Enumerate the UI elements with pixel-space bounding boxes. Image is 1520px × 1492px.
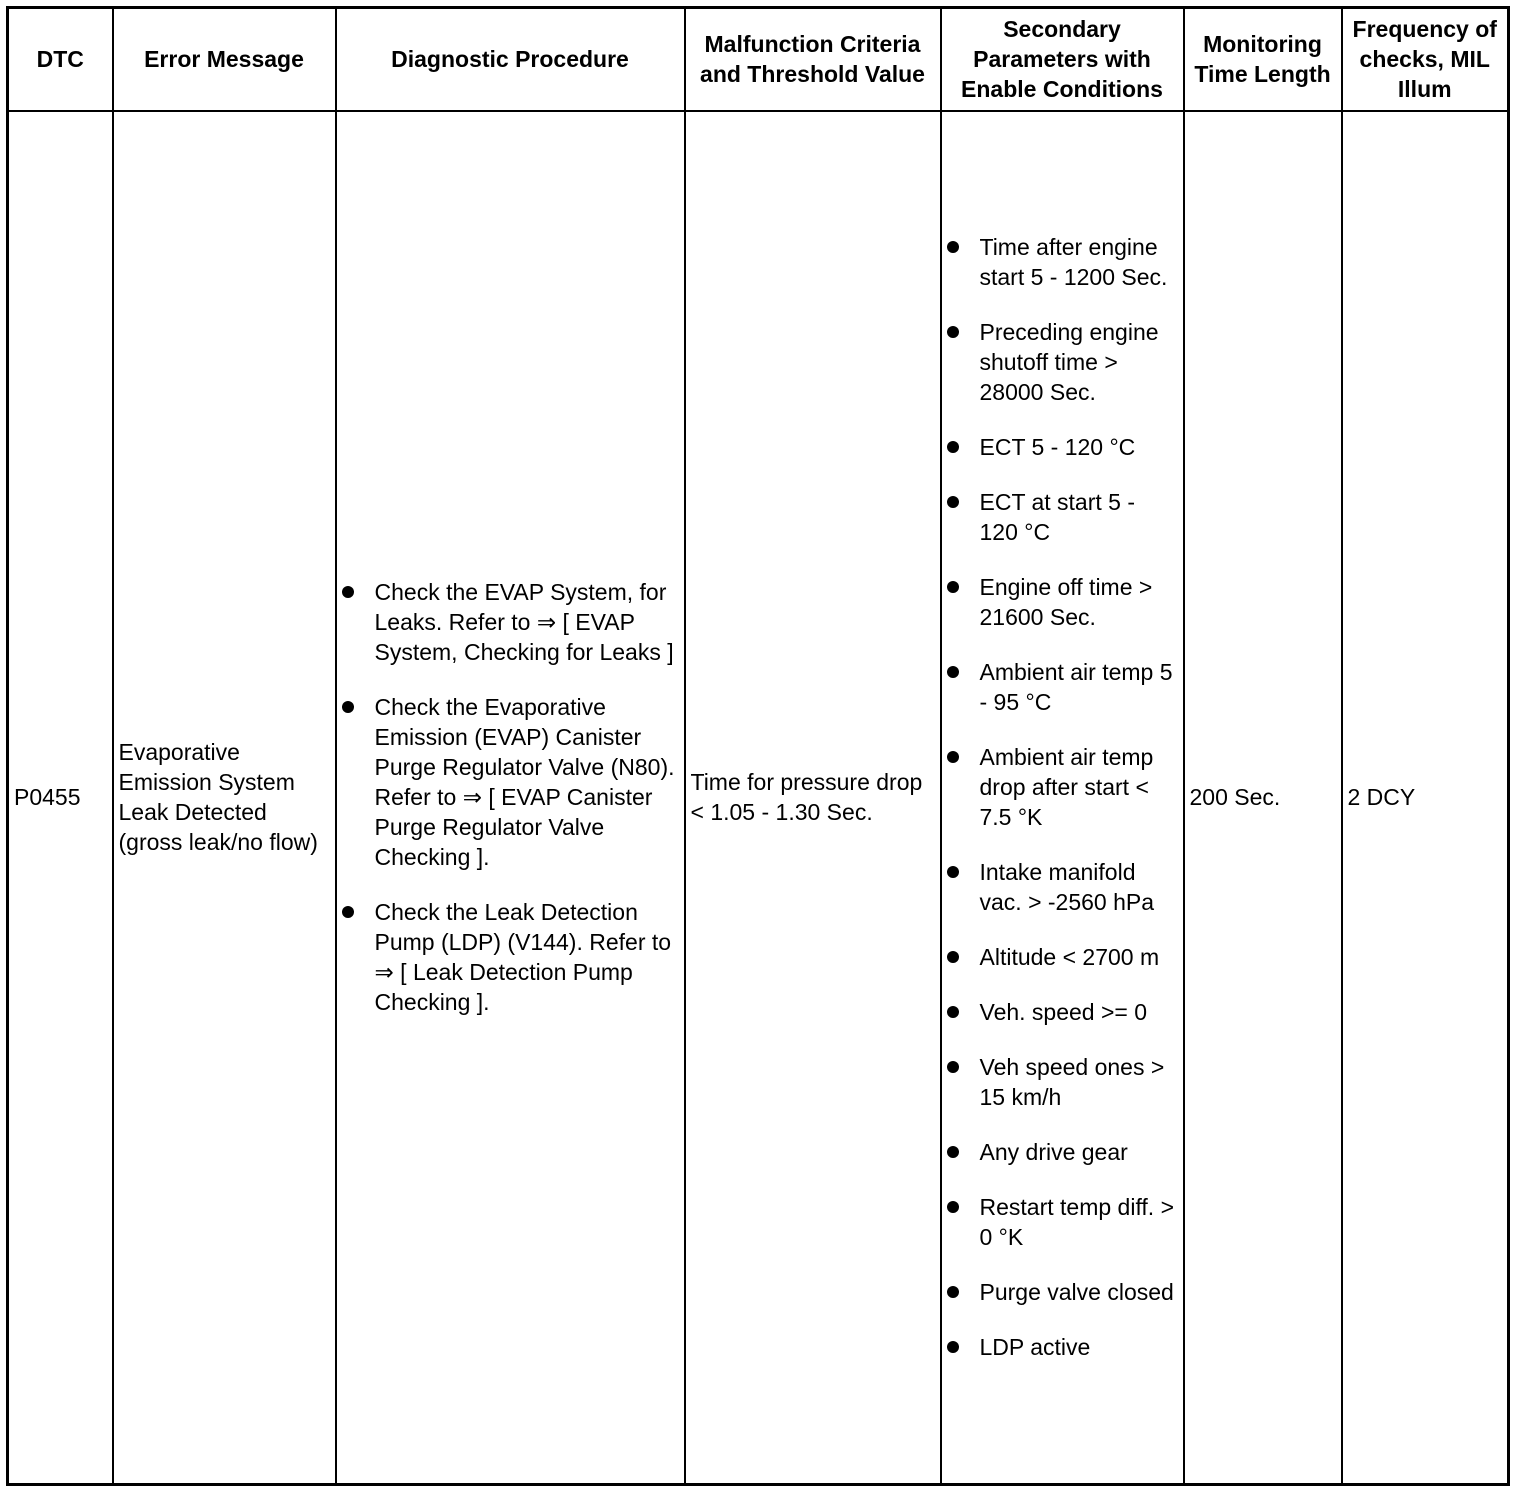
- parameter-item: Any drive gear: [947, 1137, 1178, 1167]
- parameter-item: Veh. speed >= 0: [947, 997, 1178, 1027]
- cell-dtc-code: P0455: [8, 111, 113, 1485]
- parameter-item: LDP active: [947, 1332, 1178, 1362]
- cell-frequency: 2 DCY: [1342, 111, 1509, 1485]
- parameter-item: Intake manifold vac. > -2560 hPa: [947, 857, 1178, 917]
- procedure-item: Check the EVAP System, for Leaks. Refer to ⇒ [ EVAP System, Checking for Leaks ]: [342, 577, 679, 667]
- procedure-list: [342, 577, 679, 1017]
- table-row: [8, 111, 1509, 1485]
- header-malfunction-criteria: Malfunction Criteria and Threshold Value: [685, 8, 941, 111]
- header-error-message: Error Message: [113, 8, 336, 111]
- parameter-item: Purge valve closed: [947, 1277, 1178, 1307]
- parameter-item: Ambient air temp drop after start < 7.5 °K: [947, 742, 1178, 832]
- header-monitoring-time: Monitoring Time Length: [1184, 8, 1342, 111]
- parameter-item: ECT at start 5 - 120 °C: [947, 487, 1178, 547]
- parameter-item: Time after engine start 5 - 1200 Sec.: [947, 232, 1178, 292]
- procedure-item: Check the Evaporative Emission (EVAP) Canister Purge Regulator Valve (N80). Refer to ⇒ [ EVAP Canister Purge Regulator Valve Checking ].: [342, 692, 679, 872]
- parameter-item: Ambient air temp 5 - 95 °C: [947, 657, 1178, 717]
- parameter-item: Preceding engine shutoff time > 28000 Sec.: [947, 317, 1178, 407]
- cell-secondary-parameters: [941, 111, 1184, 1485]
- cell-malfunction-criteria: Time for pressure drop < 1.05 - 1.30 Sec.: [685, 111, 941, 1485]
- dtc-table: [6, 6, 1510, 1486]
- parameter-item: Altitude < 2700 m: [947, 942, 1178, 972]
- header-frequency: Frequency of checks, MIL Illum: [1342, 8, 1509, 111]
- header-secondary-parameters: Secondary Parameters with Enable Conditions: [941, 8, 1184, 111]
- cell-diagnostic-procedure: [336, 111, 685, 1485]
- parameter-item: ECT 5 - 120 °C: [947, 432, 1178, 462]
- header-diagnostic-procedure: Diagnostic Procedure: [336, 8, 685, 111]
- parameter-item: Restart temp diff. > 0 °K: [947, 1192, 1178, 1252]
- secondary-parameters-list: [947, 232, 1178, 1362]
- table-body: [8, 111, 1509, 1485]
- parameter-item: Veh speed ones > 15 km/h: [947, 1052, 1178, 1112]
- procedure-item: Check the Leak Detection Pump (LDP) (V144). Refer to ⇒ [ Leak Detection Pump Checking ].: [342, 897, 679, 1017]
- cell-monitoring-time: 200 Sec.: [1184, 111, 1342, 1485]
- header-row: [8, 8, 1509, 111]
- table-header: [8, 8, 1509, 111]
- parameter-item: Engine off time > 21600 Sec.: [947, 572, 1178, 632]
- cell-error-message: Evaporative Emission System Leak Detected (gross leak/no flow): [113, 111, 336, 1485]
- header-dtc: DTC: [8, 8, 113, 111]
